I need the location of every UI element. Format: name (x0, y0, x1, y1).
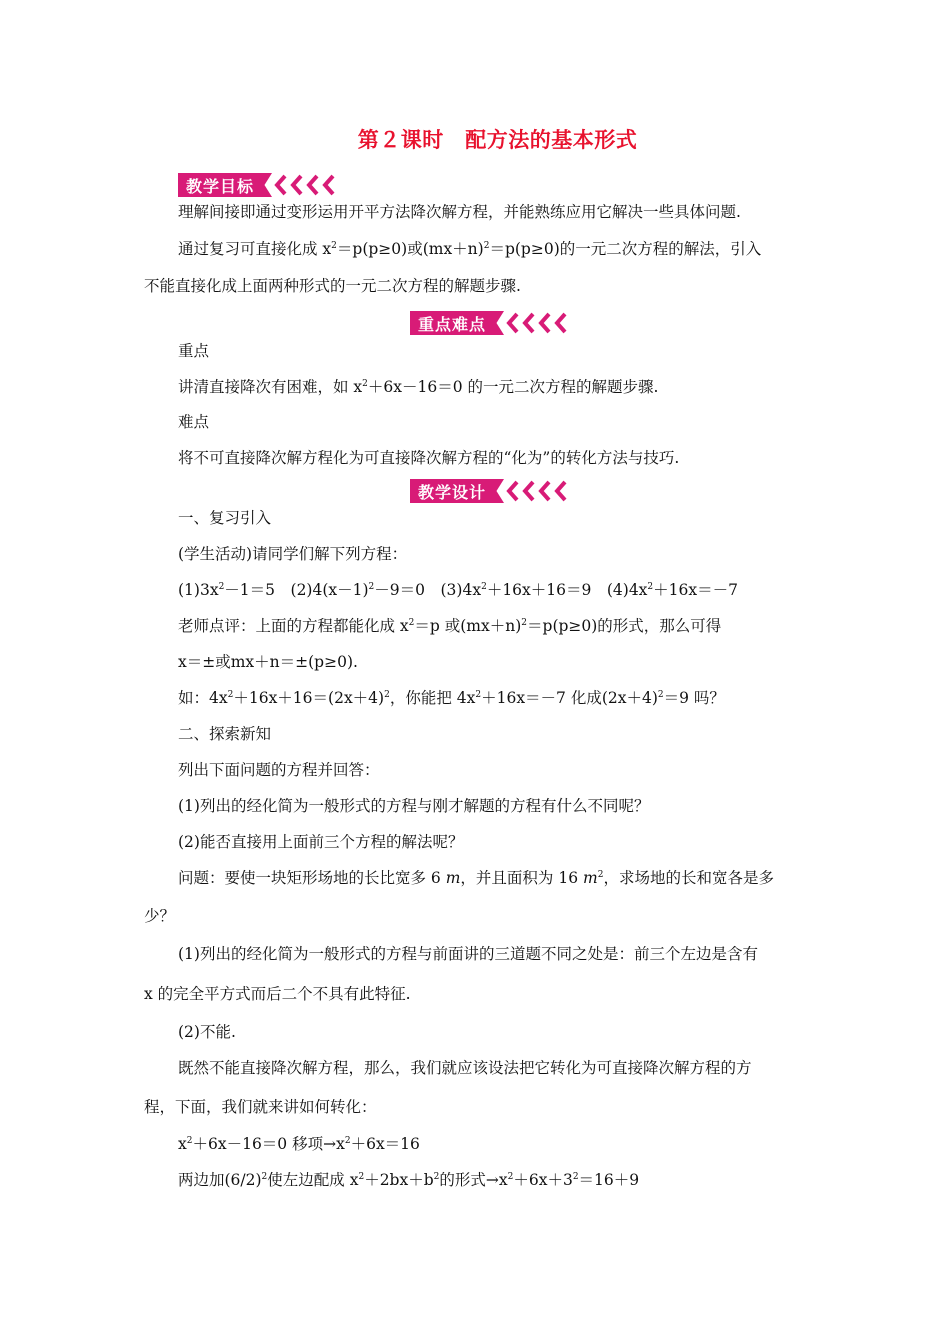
banner-label: 重点难点 (418, 315, 487, 334)
chevrons-left-icon (505, 479, 575, 503)
paragraph: x＝±或mx＋n＝±(p≥0). (178, 653, 358, 671)
chevrons-left-icon (505, 311, 575, 335)
paragraph: x 的完全平方式而后二个不具有此特征. (144, 985, 411, 1003)
banner-label: 教学目标 (186, 177, 255, 196)
subheading: 重点 (178, 342, 210, 360)
paragraph: 理解间接即通过变形运用开平方法降次解方程，并能熟练应用它解决一些具体问题. (178, 203, 741, 221)
paragraph: (学生活动)请同学们解下列方程： (178, 545, 408, 563)
section-heading: 一、复习引入 (178, 509, 272, 527)
paragraph: 问题：要使一块矩形场地的长比宽多 6 m，并且面积为 16 $m^2$，求场地的长和宽各是多 (178, 869, 774, 887)
section-banner-goal (178, 173, 348, 197)
paragraph: (2)不能. (178, 1023, 236, 1041)
paragraph: 列出下面问题的方程并回答： (178, 761, 380, 779)
banner-label: 教学设计 (418, 483, 487, 502)
paragraph: (1)列出的经化简为一般形式的方程与前面讲的三道题不同之处是：前三个左边是含有 (178, 945, 758, 963)
paragraph: 老师点评：上面的方程都能化成 $x^2=p$ 或$(mx+n)^2=p(p\ge 0)$的形式，那么可得 (178, 617, 722, 635)
paragraph: 不能直接化成上面两种形式的一元二次方程的解题步骤. (144, 277, 521, 295)
paragraph: 既然不能直接降次解方程，那么，我们就应该设法把它转化为可直接降次解方程的方 (178, 1059, 752, 1077)
section-banner-design (410, 479, 580, 503)
page-title: 第２课时 配方法的基本形式 (357, 128, 638, 152)
section-banner-key (410, 311, 580, 335)
equation: $x^2+6x-16=0$ 移项$\to x^2+6x=16$ (178, 1135, 420, 1153)
paragraph: 如：$4x^2+16x+16=(2x+4)^2$，你能把 $4x^2+16x=-7$ 化成$(2x+4)^2=9$ 吗？ (178, 689, 725, 707)
paragraph: 少？ (144, 907, 176, 925)
paragraph: (1)列出的经化简为一般形式的方程与刚才解题的方程有什么不同呢？ (178, 797, 650, 815)
subheading: 难点 (178, 413, 210, 431)
paragraph: 通过复习可直接化成 $x^2=p(p\ge 0)$或$(mx+n)^2=p(p\ge 0)$的一元二次方程的解法，引入 (178, 240, 762, 258)
equation-list: $(1)3x^2-1=5$ $(2)4(x-1)^2-9=0$ $(3)4x^2+16x+16=9$ $(4)4x^2+16x=-7$ (178, 581, 738, 599)
paragraph: (2)能否直接用上面前三个方程的解法呢？ (178, 833, 464, 851)
equation: 两边加$(6/2)^2$使左边配成 $x^2+2bx+b^2$的形式$\to x^2+6x+3^2=16+9$ (178, 1171, 640, 1189)
paragraph: 讲清直接降次有困难，如 $x^2+6x-16=0$ 的一元二次方程的解题步骤. (178, 378, 659, 396)
paragraph: 将不可直接降次解方程化为可直接降次解方程的“化为”的转化方法与技巧. (178, 449, 680, 467)
paragraph: 程，下面，我们就来讲如何转化： (144, 1098, 377, 1116)
section-heading: 二、探索新知 (178, 725, 272, 743)
chevrons-left-icon (273, 173, 343, 197)
